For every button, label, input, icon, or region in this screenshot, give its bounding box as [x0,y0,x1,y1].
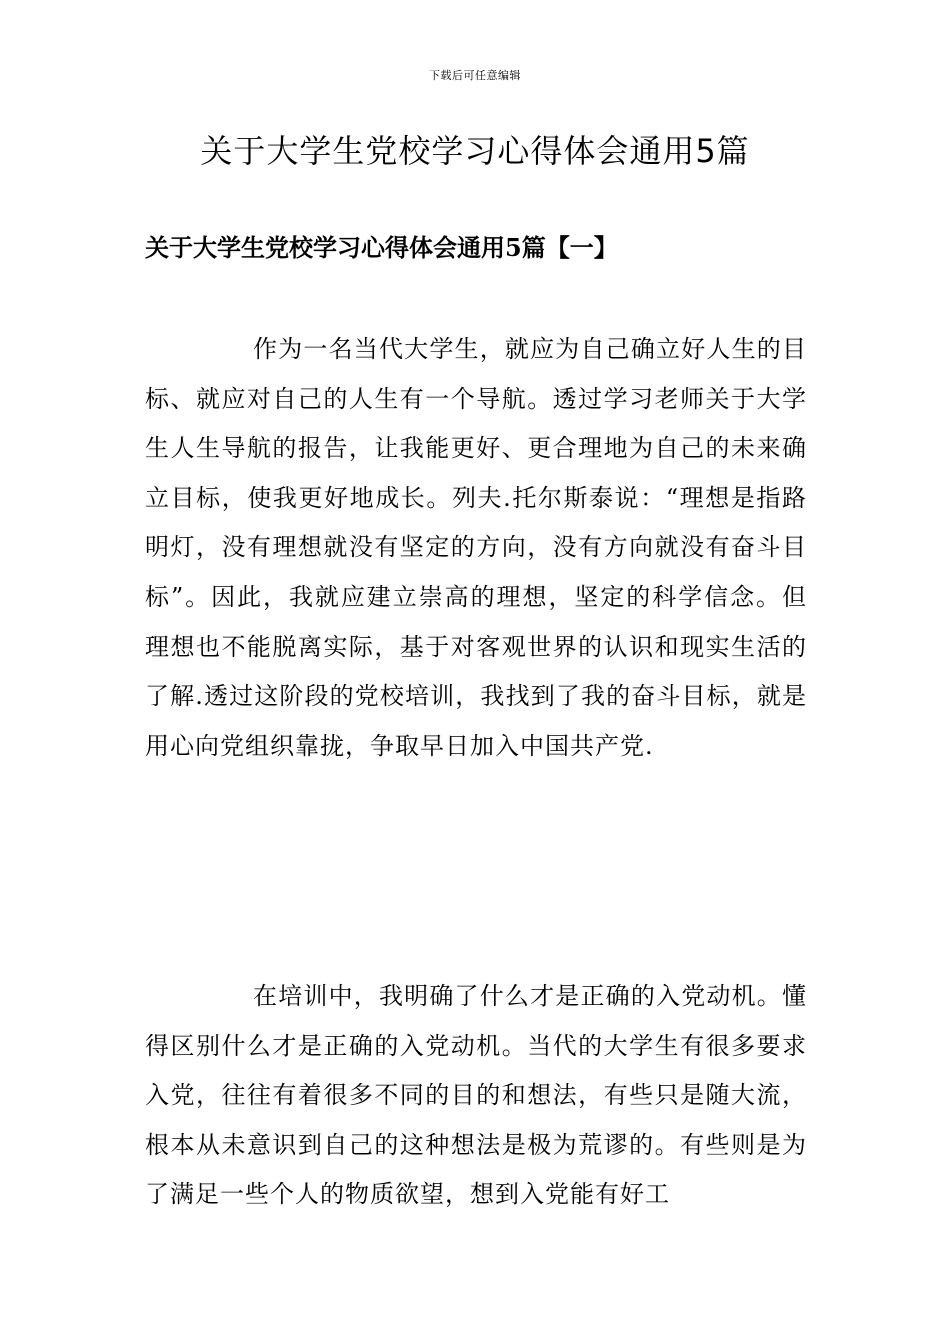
section-heading: 关于大学生党校学习心得体会通用5篇【一】 [145,233,618,262]
body-paragraph-2: 在培训中，我明确了什么才是正确的入党动机。懂得区别什么才是正确的入党动机。当代的大学生有很多要求入党，往往有着很多不同的目的和想法，有些只是随大流，根本从未意识到自己的这种想法是极为荒谬的。有些则是为了满足一些个人的物质欲望，想到入党能有好工 [145,982,807,1209]
body-paragraph-1: 作为一名当代大学生，就应为自己确立好人生的目标、就应对自己的人生有一个导航。透过学习老师关于大学生人生导航的报告，让我能更好、更合理地为自己的未来确立目标，使我更好地成长。列夫.托尔斯泰说：“理想是指路明灯，没有理想就没有坚定的方向，没有方向就没有奋斗目标”。因此，我就应建立崇高的理想，坚定的科学信念。但理想也不能脱离实际，基于对客观世界的认识和现实生活的了解.透过这阶段的党校培训，我找到了我的奋斗目标，就是用心向党组织靠拢，争取早日加入中国共产党. [145,335,807,760]
document-title: 关于大学生党校学习心得体会通用5篇 [200,132,750,170]
header-note: 下载后可任意编辑 [429,69,521,82]
